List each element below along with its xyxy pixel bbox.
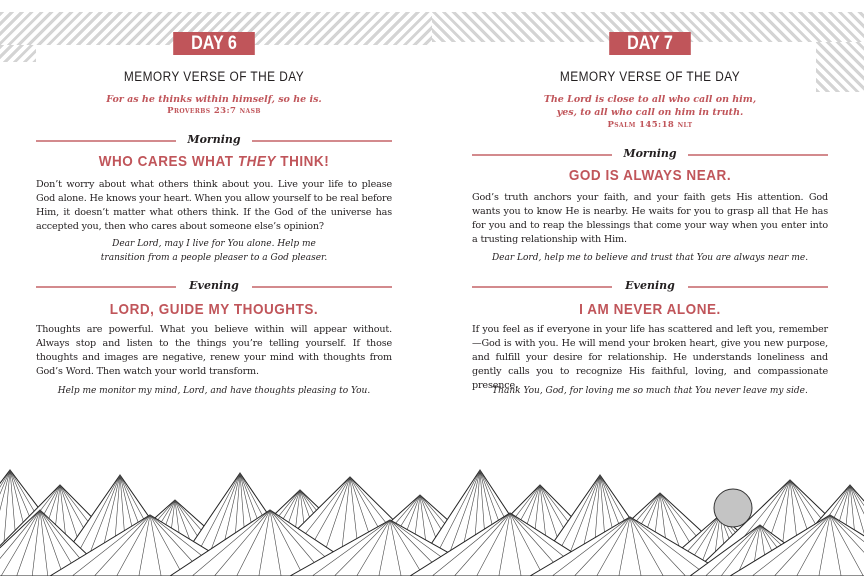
- day-badge: DAY 7: [609, 32, 691, 55]
- evening-title: I AM NEVER ALONE.: [579, 301, 721, 318]
- evening-prayer: Help me monitor my mind, Lord, and have thoughts pleasing to You.: [57, 386, 371, 396]
- verse-reference: Proverbs 23:7 nasb: [167, 106, 261, 116]
- evening-body: Thoughts are powerful. What you believe within will appear without. Always stop and listen to the things you’re telling yourself. If those thoughts and images are negative, renew your mind with thoughts from God’s Word. Then watch your world transform.: [36, 324, 392, 377]
- sun-icon: [714, 489, 752, 527]
- memory-verse: The Lord is close to all who call on him, yes, to all who call on him in truth.: [543, 94, 757, 118]
- morning-divider: Morning: [36, 133, 392, 147]
- evening-title: LORD, GUIDE MY THOUGHTS.: [109, 301, 319, 318]
- evening-prayer: Thank You, God, for loving me so much that You never leave my side.: [492, 386, 808, 396]
- day-badge: DAY 6: [173, 32, 255, 55]
- memory-verse: For as he thinks within himself, so he is.: [106, 94, 322, 105]
- memory-verse-heading: MEMORY VERSE OF THE DAY: [123, 69, 305, 84]
- chevron-band-left: [0, 45, 36, 62]
- morning-title: WHO CARES WHAT THEY THINK!: [98, 153, 330, 170]
- morning-divider: Morning: [472, 147, 828, 161]
- evening-divider: Evening: [36, 279, 392, 293]
- chevron-band-right: [816, 42, 864, 92]
- morning-prayer: Dear Lord, may I live for You alone. Help me transition from a people pleaser to a God pleaser.: [100, 239, 328, 263]
- verse-reference: Psalm 145:18 nlt: [607, 120, 693, 130]
- morning-prayer: Dear Lord, help me to believe and trust that You are always near me.: [491, 253, 809, 263]
- morning-body: Don’t worry about what others think about you. Live your life to please God alone. He knows your heart. When you allow yourself to be real before Him, it doesn’t matter what others think. If the God of the universe has accepted you, then who cares about someone else’s opinion?: [36, 179, 392, 232]
- evening-divider: Evening: [472, 279, 828, 293]
- mountain-illustration: [0, 455, 864, 576]
- memory-verse-heading: MEMORY VERSE OF THE DAY: [559, 69, 741, 84]
- morning-title: GOD IS ALWAYS NEAR.: [568, 167, 732, 184]
- evening-body: If you feel as if everyone in your life has scattered and left you, remember—God is with you. He will mend your broken heart, give you new purpose, and fulfill your desire for relationship. He understands loneliness and gently calls you to recognize His faithful, loving, and compassionate presence.: [472, 324, 828, 391]
- morning-body: God’s truth anchors your faith, and your faith gets His attention. God wants you to know He is nearby. He waits for you to grasp all that He has for you and to reap the blessings that come your way when you enter into a trusting relationship with Him.: [472, 192, 828, 245]
